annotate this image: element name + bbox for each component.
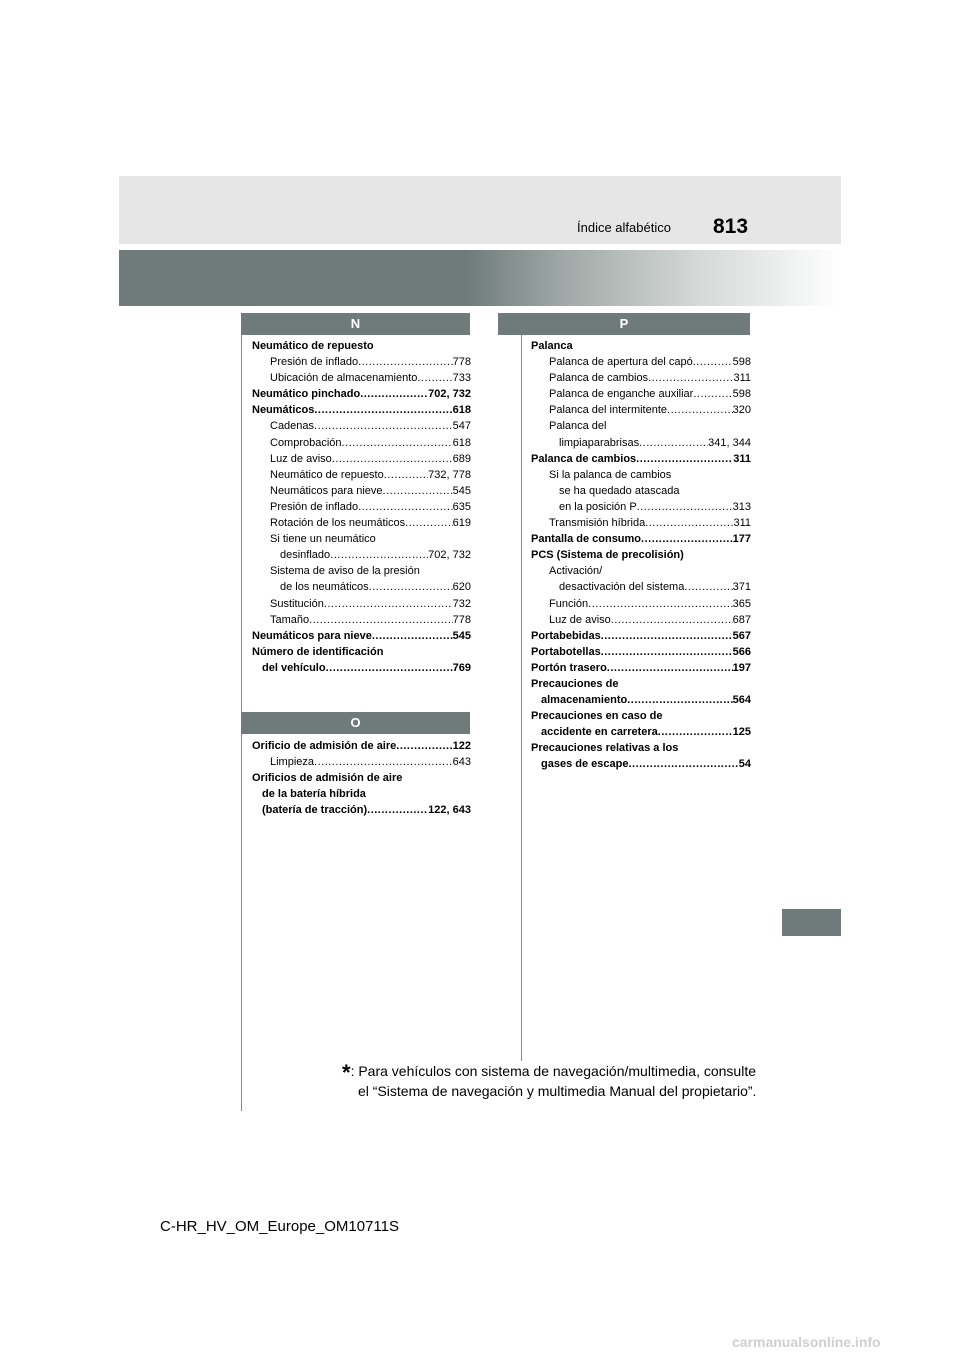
index-leader-dots [324,596,453,612]
index-entry [252,612,471,628]
index-entry-term: Limpieza [270,756,315,769]
index-leader-dots [667,402,733,418]
index-entry [531,579,751,595]
index-entry [531,338,751,354]
index-leader-dots [358,499,453,515]
index-entry-term: Tamaño [270,613,310,626]
index-entry [252,451,471,467]
section-header-p: P [498,313,750,335]
index-entry-page: 732, 778 [428,468,471,481]
index-entry [252,628,471,644]
index-entry-page: 689 [452,452,471,465]
index-entry-page: 778 [452,613,471,626]
index-leader-dots [383,644,471,660]
index-entry-term: Luz de aviso [270,452,332,465]
index-entry-page: 733 [452,372,471,385]
index-entry-page: 365 [732,597,751,610]
index-entry-page: 371 [732,581,751,594]
index-entry-term: Palanca de cambios [549,372,649,385]
index-leader-dots [637,499,733,515]
index-entry-term: Si la palanca de cambios [549,468,672,481]
index-entry [252,338,471,354]
index-entry-page: 635 [452,500,471,513]
index-entry-term: Palanca del [549,420,607,433]
index-entry-term: desinflado [280,549,331,562]
index-entry-term: Luz de aviso [549,613,611,626]
index-entry-term: Palanca de cambios [531,452,637,465]
index-entry-page: 311 [733,452,751,465]
index-entry-term: Precauciones en caso de [531,710,663,723]
page-title: Índice alfabético [577,220,671,235]
index-leader-dots [376,531,471,547]
index-leader-dots [602,563,751,579]
index-entry [531,435,751,451]
section-header-o: O [241,712,470,734]
index-leader-dots [405,515,453,531]
index-entry-term: limpiaparabrisas [559,436,640,449]
index-entry-page: 547 [452,420,471,433]
index-entry-page: 778 [452,356,471,369]
index-entry-term: Palanca del intermitente [549,404,668,417]
index-leader-dots [601,644,733,660]
index-entry-page: 122, 643 [428,804,471,817]
index-entry-term: Orificio de admisión de aire [252,740,397,752]
index-entry [531,531,751,547]
index-entry [252,435,471,451]
index-leader-dots [636,451,733,467]
index-entry-term: Cadenas [270,420,315,433]
index-entry [252,754,471,770]
index-leader-dots [627,692,732,708]
index-entry [531,418,751,434]
index-entry-page: 732 [452,597,471,610]
index-entry [252,515,471,531]
index-entry-term: Neumático de repuesto [252,340,374,352]
index-entry-page: 598 [732,388,751,401]
index-leader-dots [314,402,452,418]
index-leader-dots [402,770,471,786]
page-number: 813 [713,215,749,238]
index-entry-page: 702, 732 [428,388,471,401]
footnote [342,1062,756,1100]
index-entry-term: almacenamiento [541,694,628,707]
index-leader-dots [332,451,453,467]
index-entry-term: Portabotellas [531,645,601,658]
section-header-n: N [241,313,470,335]
index-entry-page: 769 [452,661,471,674]
index-entry [252,786,471,802]
index-entry-page: 177 [732,533,751,546]
index-leader-dots [671,467,751,483]
index-leader-dots [360,386,428,402]
index-entry-page: 197 [732,661,751,674]
index-entry-term: Sustitución [270,597,324,610]
index-entry-term: Rotación de los neumáticos [270,517,406,530]
index-entry [252,547,471,563]
index-leader-dots [658,724,733,740]
index-entry [252,596,471,612]
index-leader-dots [358,354,453,370]
footnote-line-1: : Para vehículos con sistema de navegación/multimedia, consulte [350,1063,757,1079]
index-entry-page: 619 [452,517,471,530]
index-entry-term: Palanca de apertura del capó [549,356,693,369]
index-entry-page: 54 [738,758,751,771]
index-entry-page: 545 [452,629,471,642]
index-entry-term: Orificios de admisión de aire [252,772,403,785]
index-entry-page: 311 [733,517,751,530]
index-entry [531,370,751,386]
index-leader-dots [684,547,751,563]
index-entry [531,660,751,676]
index-leader-dots [618,676,751,692]
index-entry-term: Si tiene un neumático [270,533,376,546]
index-entry-term: Ubicación de almacenamiento [270,372,418,385]
index-leader-dots [420,563,471,579]
index-leader-dots [372,628,453,644]
index-entry [531,596,751,612]
index-entry-term: Sistema de aviso de la presión [270,565,420,578]
index-entry [531,708,751,724]
index-entry [531,499,751,515]
index-entry [252,370,471,386]
watermark: carmanualsonline.info [732,1334,881,1350]
index-entry-page: 566 [732,645,751,658]
index-entry [531,628,751,644]
index-entry [531,612,751,628]
index-entry [531,451,751,467]
index-entry [252,802,471,818]
index-entry-term: Portabebidas [531,629,601,642]
column-divider [521,313,522,1061]
index-entry [531,402,751,418]
index-leader-dots [588,596,733,612]
index-leader-dots [607,418,752,434]
index-entry [252,499,471,515]
index-leader-dots [680,483,752,499]
index-leader-dots [662,708,751,724]
index-leader-dots [607,660,733,676]
index-entry-term: Presión de inflado [270,500,359,513]
index-entry [252,418,471,434]
index-entry [252,531,471,547]
index-leader-dots [639,435,708,451]
index-leader-dots [309,612,453,628]
index-entry-page: 564 [732,694,751,707]
index-leader-dots [648,370,733,386]
index-leader-dots [326,660,453,676]
index-leader-dots [684,579,732,595]
index-column-o [252,738,471,818]
index-leader-dots [330,547,428,563]
index-entry-term: Presión de inflado [270,356,359,369]
index-entry-term: Activación/ [549,565,603,578]
index-entry-page: 620 [452,581,471,594]
index-leader-dots [342,435,453,451]
index-leader-dots [628,756,738,772]
index-entry [531,724,751,740]
index-entry-term: accidente en carretera [541,726,658,739]
index-entry-term: Neumáticos [252,404,315,417]
index-entry-term: Pantalla de consumo [531,533,642,546]
index-leader-dots [641,531,733,547]
index-entry [531,692,751,708]
index-leader-dots [366,786,471,802]
index-entry-term: Portón trasero [531,661,607,674]
index-entry [531,547,751,563]
index-entry [531,563,751,579]
index-entry-term: (batería de tracción) [262,804,368,817]
index-entry-term: Neumático de repuesto [270,468,384,481]
chapter-side-tab [782,909,841,936]
index-leader-dots [396,738,452,754]
index-leader-dots [367,802,428,818]
index-leader-dots [693,386,732,402]
index-entry-term: en la posición P [559,500,637,513]
index-entry-term: PCS (Sistema de precolisión) [531,549,684,562]
index-entry [531,386,751,402]
index-entry [531,467,751,483]
index-entry-term: Neumáticos para nieve [252,629,372,642]
index-leader-dots [369,579,453,595]
index-entry [252,563,471,579]
index-entry-page: 313 [732,500,751,513]
index-entry-page: 122 [452,740,471,752]
index-entry-page: 618 [452,436,471,449]
index-entry [252,660,471,676]
footnote-line-2: el “Sistema de navegación y multimedia Manual del propietario”. [358,1083,757,1099]
index-entry-term: Transmisión híbrida [549,517,646,530]
index-entry-page: 311 [733,372,751,385]
index-entry-term: Neumáticos para nieve [270,484,383,497]
index-entry [252,386,471,402]
index-entry [531,756,751,772]
index-entry [531,740,751,756]
index-leader-dots [645,515,733,531]
decorative-gradient-band [119,250,841,306]
index-entry-term: Palanca de enganche auxiliar [549,388,694,401]
footnote-star: * [342,1060,351,1085]
index-leader-dots [374,338,471,354]
index-leader-dots [383,483,453,499]
index-leader-dots [611,612,733,628]
index-entry-page: 687 [732,613,751,626]
index-entry-term: gases de escape [541,758,629,771]
document-code: C-HR_HV_OM_Europe_OM10711S [160,1218,399,1235]
index-entry-term: de los neumáticos [280,581,369,594]
index-entry-page: 567 [732,629,751,642]
index-column-p [531,338,751,773]
index-leader-dots [384,467,428,483]
index-entry-page: 702, 732 [428,549,471,562]
index-entry [252,644,471,660]
index-leader-dots [601,628,733,644]
index-entry-page: 320 [732,404,751,417]
index-entry-term: Precauciones de [531,677,619,690]
index-entry-term: desactivación del sistema [559,581,685,594]
index-entry [252,738,471,754]
index-entry-term: Función [549,597,589,610]
index-entry-term: Precauciones relativas a los [531,742,679,755]
index-leader-dots [314,418,453,434]
index-entry [531,644,751,660]
index-entry [252,402,471,418]
index-entry [531,676,751,692]
index-entry-term: de la batería híbrida [262,788,366,801]
index-leader-dots [678,740,751,756]
index-entry [252,770,471,786]
index-leader-dots [693,354,733,370]
index-entry-page: 125 [732,726,751,739]
index-entry [252,467,471,483]
index-entry-term: Palanca [531,340,573,352]
index-entry [531,515,751,531]
index-leader-dots [417,370,452,386]
index-entry-page: 341, 344 [708,436,751,449]
index-entry-term: Neumático pinchado [252,388,361,401]
index-entry [252,483,471,499]
index-leader-dots [573,338,751,354]
index-entry-term: Número de identificación [252,645,384,658]
index-entry-term: del vehículo [262,661,326,674]
index-column-n [252,338,471,676]
index-leader-dots [314,754,453,770]
index-entry-term: se ha quedado atascada [559,484,680,497]
index-entry [531,483,751,499]
index-entry [531,354,751,370]
index-entry-page: 643 [452,756,471,769]
index-entry-page: 598 [732,356,751,369]
index-entry-term: Comprobación [270,436,342,449]
index-entry-page: 618 [452,404,471,417]
index-entry [252,354,471,370]
index-entry-page: 545 [452,484,471,497]
index-entry [252,579,471,595]
